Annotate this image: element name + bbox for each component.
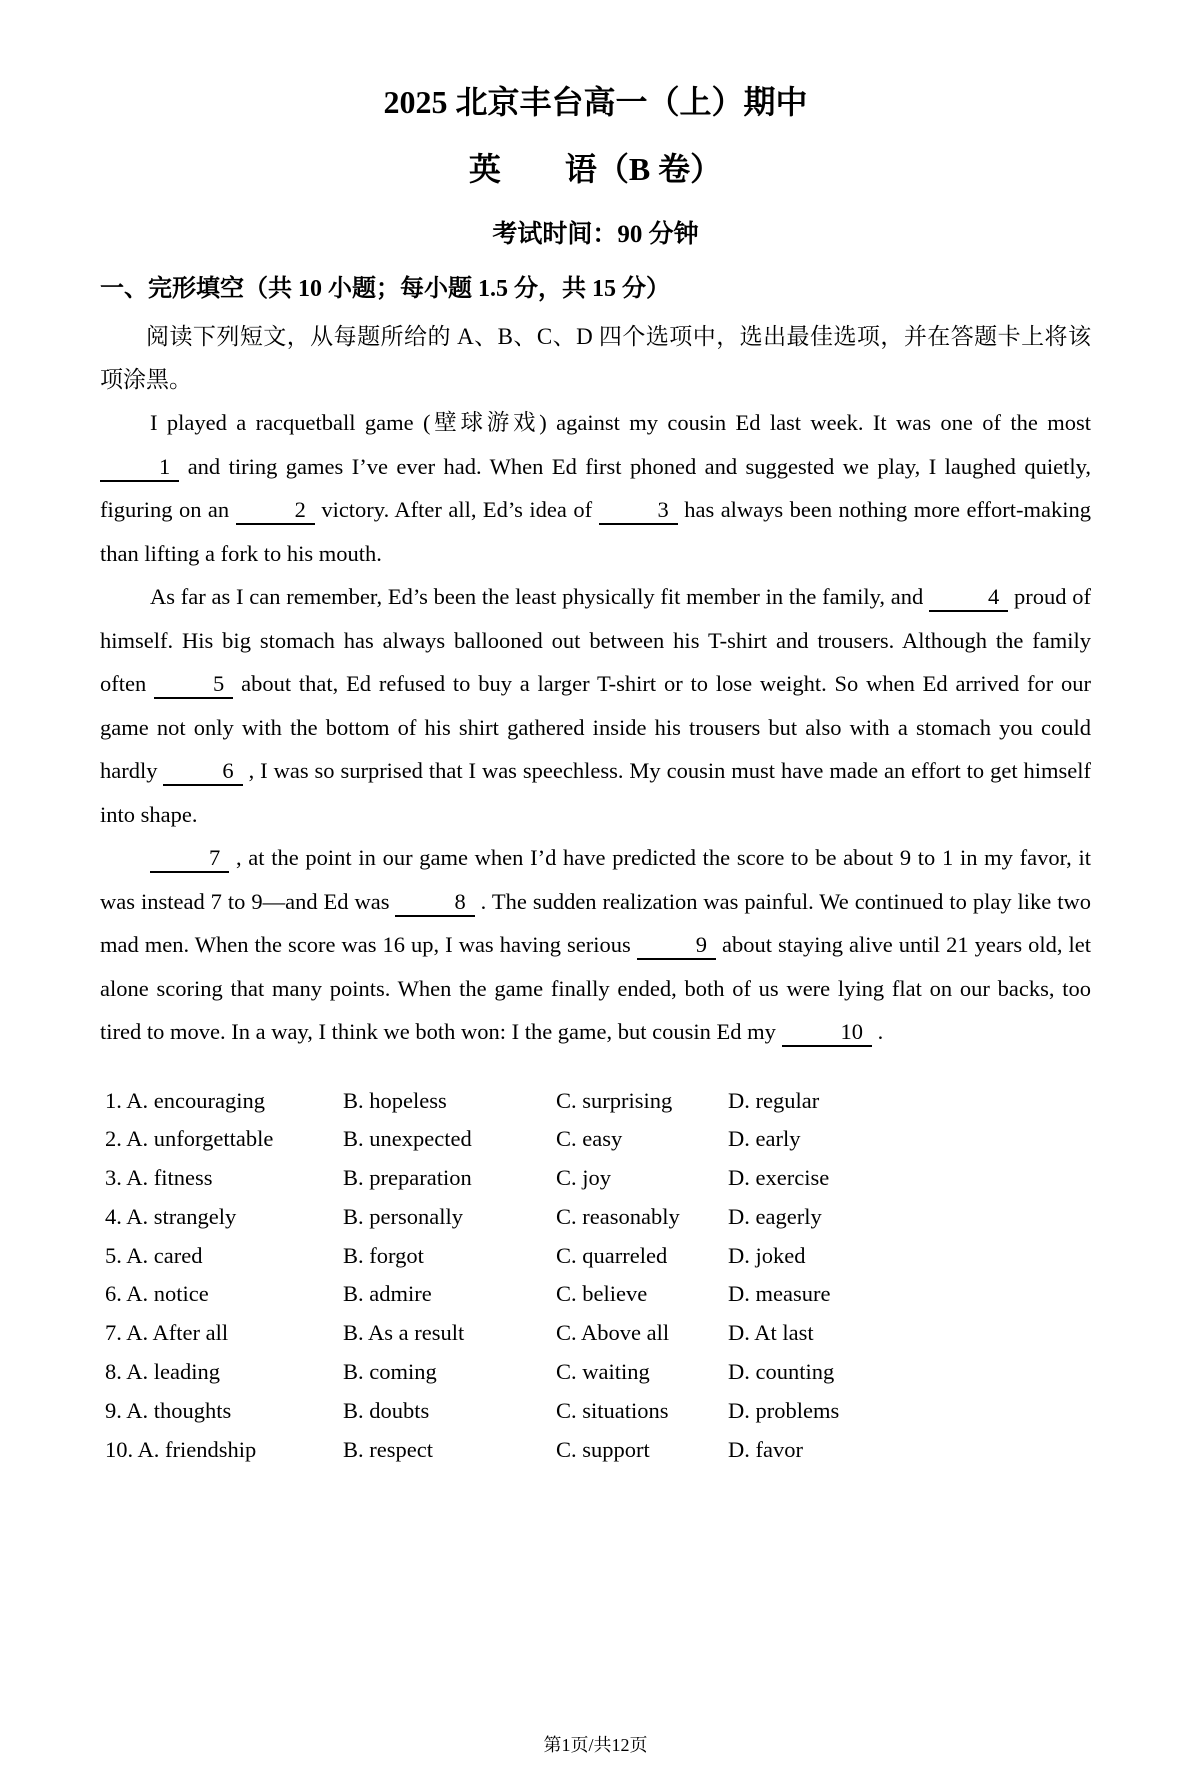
option-b: B. admire [343, 1281, 432, 1307]
option-d: D. counting [728, 1359, 835, 1385]
question-number: 2. [105, 1126, 122, 1152]
question-options-row [105, 1198, 1091, 1237]
option-c: C. support [556, 1436, 650, 1462]
option-a-cell [105, 1275, 343, 1314]
option-a: A. fitness [126, 1165, 213, 1191]
option-c: C. reasonably [556, 1203, 680, 1229]
exam-subject: 英 语（B 卷） [468, 151, 723, 187]
option-d: D. At last [728, 1320, 814, 1346]
exam-page [0, 84, 1191, 1768]
option-a: A. thoughts [126, 1397, 232, 1423]
option-a-cell [105, 1431, 343, 1470]
option-b: B. unexpected [343, 1126, 472, 1152]
option-a: A. notice [126, 1281, 209, 1307]
question-options-row [105, 1431, 1091, 1470]
option-c: C. believe [556, 1281, 648, 1307]
exam-title: 2025 北京丰台高一（上）期中 [383, 84, 808, 120]
question-options-row [105, 1120, 1091, 1159]
question-options-row [105, 1353, 1091, 1392]
option-b: B. hopeless [343, 1087, 447, 1113]
option-b: B. As a result [343, 1320, 465, 1346]
option-a-cell [105, 1237, 343, 1276]
question-number: 5. [105, 1242, 122, 1268]
option-d: D. problems [728, 1397, 840, 1423]
option-a: A. encouraging [126, 1087, 265, 1113]
question-options-row [105, 1159, 1091, 1198]
option-d: D. joked [728, 1242, 806, 1268]
option-c: C. situations [556, 1397, 669, 1423]
cloze-blank-4: 4 [929, 584, 1008, 612]
option-b: B. coming [343, 1359, 437, 1385]
option-b: B. respect [343, 1436, 433, 1462]
option-d: D. measure [728, 1281, 831, 1307]
question-number: 6. [105, 1281, 122, 1307]
option-a-cell [105, 1082, 343, 1121]
cloze-blank-9: 9 [637, 932, 716, 960]
cloze-passage [100, 401, 1091, 1054]
option-a-cell [105, 1314, 343, 1353]
option-c: C. Above all [556, 1320, 670, 1346]
option-a: A. After all [126, 1320, 229, 1346]
question-options-row [105, 1314, 1091, 1353]
question-number: 1. [105, 1087, 122, 1113]
option-a-cell [105, 1159, 343, 1198]
option-a: A. unforgettable [126, 1126, 274, 1152]
cloze-blank-6: 6 [163, 758, 242, 786]
passage-paragraph: As far as I can remember, Ed’s been the least physically fit member in the family, and 4 proud of himself. His big stomach has always ballooned out between his T-shirt and trousers. Although the family often 5 about that, Ed refused to buy a larger T-shirt or to lose weight. So when Ed arrived for our game not only with the bottom of his shirt gathered inside his trousers but also with a stomach you could hardly 6 , I was so surprised that I was speechless. My cousin must have made an effort to get himself into shape. [100, 584, 1091, 827]
question-options-row [105, 1237, 1091, 1276]
exam-duration: 考试时间：90 分钟 [492, 221, 699, 248]
option-b: B. preparation [343, 1165, 472, 1191]
cloze-blank-2: 2 [236, 497, 315, 525]
option-a: A. friendship [137, 1436, 257, 1462]
option-a: A. cared [126, 1242, 203, 1268]
question-number: 9. [105, 1397, 122, 1423]
passage-paragraph: 7 , at the point in our game when I’d have predicted the score to be about 9 to 1 in my favor, it was instead 7 to 9—and Ed was 8 . The sudden realization was painful. We continued to play like two mad men. When the score was 16 up, I was having serious 9 about staying alive until 21 years old, let alone scoring that many points. When the game finally ended, both of us were lying flat on our backs, too tired to move. In a way, I think we both won: I the game, but cousin Ed my 10 . [100, 836, 1091, 1054]
section-heading: 一、完形填空（共 10 小题；每小题 1.5 分，共 15 分） [100, 276, 670, 302]
question-number: 10. [105, 1436, 134, 1462]
cloze-blank-1: 1 [100, 454, 179, 482]
cloze-blank-10: 10 [782, 1019, 873, 1047]
option-d: D. regular [728, 1087, 820, 1113]
cloze-blank-8: 8 [395, 889, 474, 917]
option-d: D. early [728, 1126, 801, 1152]
cloze-blank-7: 7 [150, 845, 229, 873]
option-c: C. easy [556, 1126, 623, 1152]
question-options-row [105, 1275, 1091, 1314]
option-b: B. personally [343, 1203, 463, 1229]
option-a-cell [105, 1198, 343, 1237]
option-a-cell [105, 1353, 343, 1392]
question-options-row [105, 1082, 1091, 1121]
question-options-row [105, 1392, 1091, 1431]
option-d: D. favor [728, 1436, 803, 1462]
cloze-blank-5: 5 [154, 671, 233, 699]
section-instructions: 阅读下列短文，从每题所给的 A、B、C、D 四个选项中，选出最佳选项，并在答题卡上将该项涂黑。 [100, 324, 1091, 392]
option-c: C. waiting [556, 1359, 650, 1385]
question-number: 4. [105, 1203, 122, 1229]
option-c: C. joy [556, 1165, 612, 1191]
option-a: A. strangely [126, 1203, 237, 1229]
option-d: D. exercise [728, 1165, 830, 1191]
option-a: A. leading [126, 1359, 220, 1385]
option-b: B. doubts [343, 1397, 430, 1423]
option-c: C. quarreled [556, 1242, 668, 1268]
option-a-cell [105, 1120, 343, 1159]
cloze-blank-3: 3 [599, 497, 678, 525]
options-table [100, 1082, 1091, 1470]
option-a-cell [105, 1392, 343, 1431]
page-number: 第1页/共12页 [543, 1735, 648, 1755]
question-number: 8. [105, 1359, 122, 1385]
option-d: D. eagerly [728, 1203, 822, 1229]
question-number: 7. [105, 1320, 122, 1346]
question-number: 3. [105, 1165, 122, 1191]
option-c: C. surprising [556, 1087, 673, 1113]
option-b: B. forgot [343, 1242, 424, 1268]
passage-paragraph: I played a racquetball game (壁球游戏) against my cousin Ed last week. It was one of the most 1 and tiring games I’ve ever had. When Ed first phoned and suggested we play, I laughed quietly, figuring on an 2 victory. After all, Ed’s idea of 3 has always been nothing more effort-making than lifting a fork to his mouth. [100, 410, 1091, 566]
